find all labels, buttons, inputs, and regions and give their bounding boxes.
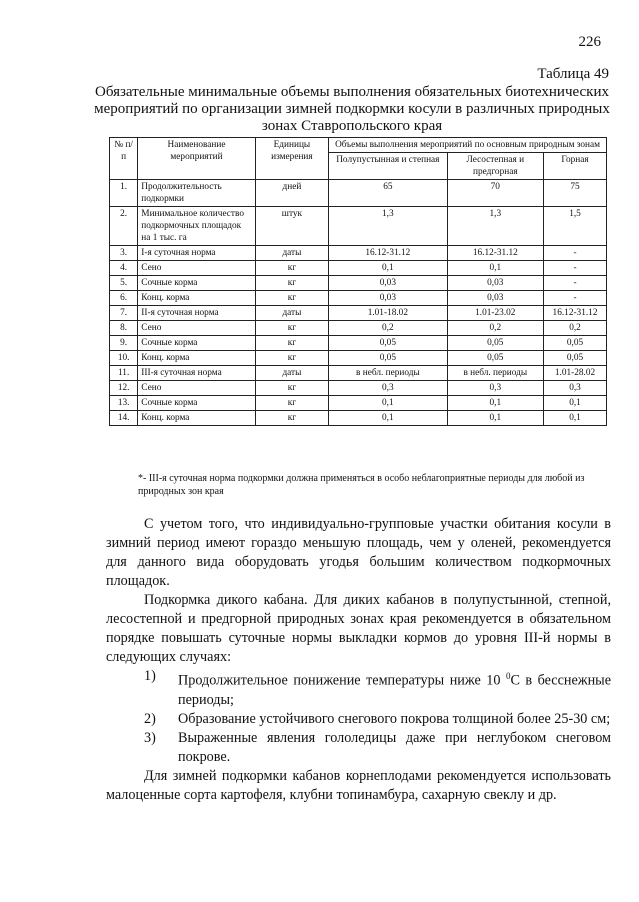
row-unit: кг [255,351,328,366]
table-row [110,321,607,336]
row-name: Сочные корма [138,276,255,291]
row-unit: кг [255,396,328,411]
list-item-number: 3) [144,729,156,746]
row-zone-1: в небл. периоды [329,366,447,381]
row-number: 7. [110,306,138,321]
row-zone-1: 0,05 [329,336,447,351]
row-zone-3: 0,1 [544,411,607,426]
list-item-number: 2) [144,710,156,727]
row-number: 13. [110,396,138,411]
row-number: 1. [110,180,138,207]
table-caption: Обязательные минимальные объемы выполнения обязательных биотехнических мероприятий по организации зимней подкормки косули в различных природных зонах Ставропольского края [94,84,610,134]
list-item-text-a: Выраженные явления гололедицы даже при неглубоком снеговом покрове. [178,729,611,765]
row-zone-1: 0,1 [329,396,447,411]
header-zone-3: Горная [544,153,607,180]
table-row [110,246,607,261]
row-number: 10. [110,351,138,366]
table-row [110,381,607,396]
row-unit: кг [255,291,328,306]
row-number: 2. [110,207,138,246]
row-zone-1: 1.01-18.02 [329,306,447,321]
row-zone-1: 0,3 [329,381,447,396]
paragraph-1: С учетом того, что индивидуально-групповые участки обитания косули в зимний период имеют гораздо меньшую площадь, чем у оленей, рекомендуется для данного вида оборудовать угодья большим количеством подкормочных площадок. [106,516,611,589]
table-row [110,411,607,426]
row-zone-2: 0,1 [447,261,543,276]
header-zone-1: Полупустынная и степная [329,153,447,180]
row-zone-2: в небл. периоды [447,366,543,381]
row-name: II-я суточная норма [138,306,255,321]
table-row [110,276,607,291]
row-unit: кг [255,336,328,351]
row-unit: штук [255,207,328,246]
header-num: № п/п [110,138,138,180]
list-item-text-a: Образование устойчивого снегового покрова толщиной более 25-30 см; [178,710,611,727]
table-row [110,291,607,306]
list-item-number: 1) [144,668,156,684]
table-label: Таблица 49 [537,66,609,82]
header-name: Наименование мероприятий [138,138,255,180]
row-unit: даты [255,306,328,321]
list-item [106,667,611,710]
row-unit: даты [255,366,328,381]
row-unit: кг [255,411,328,426]
row-zone-2: 16.12-31.12 [447,246,543,261]
row-zone-2: 0,03 [447,276,543,291]
footnote: *- III-я суточная норма подкормки должна применяться в особо неблагоприятные периоды для любой из природных зон края [138,473,585,497]
row-number: 4. [110,261,138,276]
table-row [110,336,607,351]
row-number: 5. [110,276,138,291]
table-row [110,180,607,207]
list-item-text [178,667,611,710]
body-text [106,515,611,805]
row-number: 11. [110,366,138,381]
row-zone-2: 1.01-23.02 [447,306,543,321]
row-unit: дней [255,180,328,207]
row-zone-3: 0,05 [544,336,607,351]
row-name: Продолжительность подкормки [138,180,255,207]
row-name: III-я суточная норма [138,366,255,381]
row-name: Минимальное количество подкормочных площадок на 1 тыс. га [138,207,255,246]
data-table [109,137,607,426]
paragraph-2: Подкормка дикого кабана. Для диких кабанов в полупустынной, степной, лесостепной и предгорной природных зонах края рекомендуется в обязательном порядке повышать суточные нормы выкладки кормов до уровня III-й нормы в следующих случаях: [106,592,611,665]
table-row [110,306,607,321]
row-name: Сено [138,321,255,336]
row-zone-1: 0,2 [329,321,447,336]
row-number: 14. [110,411,138,426]
list-item-text-b: С в бесснежные периоды; [178,672,612,708]
row-name: Конц. корма [138,291,255,306]
row-zone-2: 0,2 [447,321,543,336]
row-zone-3: - [544,261,607,276]
row-unit: даты [255,246,328,261]
row-zone-2: 70 [447,180,543,207]
row-zone-1: 0,1 [329,261,447,276]
table-body [110,180,607,426]
row-unit: кг [255,381,328,396]
row-zone-3: 0,3 [544,381,607,396]
row-zone-3: 0,2 [544,321,607,336]
page-number: 226 [578,34,601,50]
row-number: 8. [110,321,138,336]
row-zone-3: 75 [544,180,607,207]
list-item [106,729,611,767]
paragraph-3: Для зимней подкормки кабанов корнеплодами рекомендуется использовать малоценные сорта картофеля, клубни топинамбура, сахарную свеклу и др. [106,767,611,803]
row-zone-2: 0,1 [447,396,543,411]
row-zone-2: 0,05 [447,336,543,351]
row-name: Конц. корма [138,351,255,366]
row-zone-2: 0,05 [447,351,543,366]
table-row [110,207,607,246]
header-unit: Единицы измерения [255,138,328,180]
table-row [110,396,607,411]
row-name: Сочные корма [138,396,255,411]
list-item-text [178,710,611,729]
row-zone-3: - [544,291,607,306]
row-name: Конц. корма [138,411,255,426]
header-zone-2: Лесостепная и предгорная [447,153,543,180]
row-unit: кг [255,261,328,276]
list-item-text [178,729,611,767]
degree-superscript: 0 [505,671,511,681]
row-number: 12. [110,381,138,396]
row-unit: кг [255,276,328,291]
row-zone-2: 0,1 [447,411,543,426]
row-zone-2: 0,03 [447,291,543,306]
row-zone-3: 0,05 [544,351,607,366]
condition-list [106,667,611,767]
table-row [110,261,607,276]
row-name: Сено [138,261,255,276]
row-zone-3: - [544,276,607,291]
row-zone-3: 16.12-31.12 [544,306,607,321]
row-zone-3: 0,1 [544,396,607,411]
row-number: 9. [110,336,138,351]
row-zone-3: 1.01-28.02 [544,366,607,381]
table-row [110,366,607,381]
row-zone-1: 0,1 [329,411,447,426]
row-zone-1: 0,03 [329,291,447,306]
table-row [110,351,607,366]
row-zone-3: - [544,246,607,261]
row-zone-1: 0,05 [329,351,447,366]
row-zone-1: 1,3 [329,207,447,246]
row-number: 6. [110,291,138,306]
list-item-text-a: Продолжительное понижение температуры ниже 10 [178,672,506,689]
header-volumes: Объемы выполнения мероприятий по основным природным зонам [329,138,607,153]
row-number: 3. [110,246,138,261]
row-zone-1: 65 [329,180,447,207]
row-zone-3: 1,5 [544,207,607,246]
row-zone-1: 16.12-31.12 [329,246,447,261]
row-name: I-я суточная норма [138,246,255,261]
row-zone-2: 1,3 [447,207,543,246]
row-name: Сочные корма [138,336,255,351]
row-zone-1: 0,03 [329,276,447,291]
list-item [106,710,611,729]
row-zone-2: 0,3 [447,381,543,396]
row-name: Сено [138,381,255,396]
row-unit: кг [255,321,328,336]
